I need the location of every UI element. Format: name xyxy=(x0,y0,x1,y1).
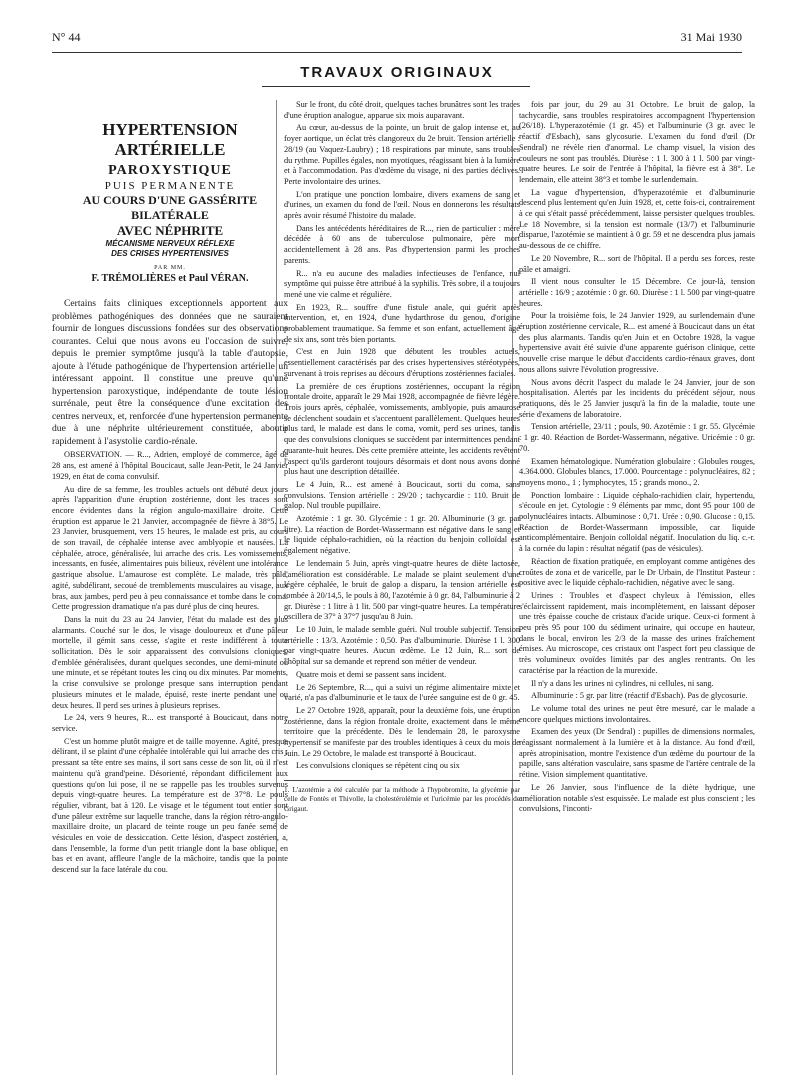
paragraph: Le 4 Juin, R... est amené à Boucicaut, sorti du coma, sans convulsions. Tension artérielle : 29/20 ; tachycardie : 110. Bruit de galop. Nul trouble pupillaire. xyxy=(284,479,520,511)
paragraph: Le 27 Octobre 1928, apparaît, pour la deuxième fois, une éruption zostérienne, dans la région frontale droite, exactement dans le même territoire que la précédente. Dès le lendemain 28, le paroxysme hypertensif se manifeste par des troubles identiques à ceux du mois de Juin. Le 29 Octobre, le malade est transporté à Boucicaut. xyxy=(284,705,520,758)
paragraph: Quatre mois et demi se passent sans incident. xyxy=(296,669,447,679)
article-title-line5: AVEC NÉPHRITE xyxy=(116,223,224,238)
paragraph: Nous avons décrit l'aspect du malade le 24 Janvier, jour de son hospitalisation. Alertés par les incidents du précédent séjour, nous pratiquons, dès le 25 Janvier jusqu'à la fin de la maladie, toute une série d'examens de laboratoire. xyxy=(519,377,755,419)
article-title-line2: PAROXYSTIQUE xyxy=(108,163,232,178)
paragraph: La première de ces éruptions zostériennes, occupant la région frontale droite, apparaît le 29 Mai 1928, accompagnée de fièvre légère. Trois jours après, céphalée, vomissements, amblyopie, puis amaurose se déclenchent soudain et s'accentuent parallèlement. Quelques heures plus tard, le malade est dans le coma, vomit, perd ses urines, tandis que des convulsions cloniques se succèdent par intermittences pendant quarante-huit heures. Dès cette première atteinte, les accidents revêtent l'aspect qu'ils garderont toujours désormais et dont nous avons donné plus haut une description détaillée. xyxy=(284,381,520,477)
paragraph: Le lendemain 5 Juin, après vingt-quatre heures de diète lactosée, l'amélioration est considérable. Le malade se plaint seulement d'une légère céphalée, le bruit de galop a disparu, la tension artérielle est tombée à 20/14,5, le pouls à 80, l'azotémie à 0 gr. 84, l'albuminurie à 2 gr. Diurèse : 1 litre à 1 lit. 500 par vingt-quatre heures. La température oscillera de 37° à 37°7 jusqu'au 8 Juin. xyxy=(284,558,520,622)
footnote: 1. L'azotémie a été calculée par la méthode à l'hypobromite, la glycémie par celle de Fontès et Thivolle, la cholestérolémie et l'uricémie par les procédés de Grigaut. xyxy=(284,780,520,813)
paragraph: Examen hématologique. Numération globulaire : Globules rouges, 4.364.000. Globules blancs, 17.000. Pourcentage : polynucléaires, 82 ; moyens mono., 1 ; lymphocytes, 15 ; grands mono., 2. xyxy=(519,456,755,487)
paragraph: L'on pratique une ponction lombaire, divers examens de sang et d'urines, un examen du fond de l'œil. Nous en donnerons les résultats après avoir résumé l'histoire du malade. xyxy=(284,189,520,221)
paragraph: Dans la nuit du 23 au 24 Janvier, l'état du malade est des plus alarmants. Couché sur le dos, le visage douloureux et d'une pâleur mortelle, il gémit sans cesse, s'agite et reste indifférent à toute sollicitation. Dès le soir apparaissent des convulsions cloniques, d'emblée généralisées, durant quelques secondes, une demi-minute ou une minute, et se répétant toutes les cinq ou dix minutes. Par moments, la crise convulsive se prolonge presque sans interruption pendant plusieurs minutes et le malade, épuisé, reste inerte pendant une ou deux heures. Il perd ses urines à plusieurs reprises. xyxy=(52,614,288,710)
section-rule xyxy=(262,86,530,87)
paragraph: R... n'a eu aucune des maladies infectieuses de l'enfance, nul symptôme qui puisse être attribué à la syphilis. Très sobre, il a toujours mené une vie calme et régulière. xyxy=(284,268,520,299)
authors: F. TRÉMOLIÈRES et Paul VÉRAN. xyxy=(91,272,249,284)
paragraph: Il vient nous consulter le 15 Décembre. Ce jour-là, tension artérielle : 16/9 ; azotémie : 0 gr. 60. Diurèse : 1 l. 500 par vingt-quatre heures. xyxy=(519,277,755,308)
paragraph: Examen des yeux (Dr Sendral) : pupilles de dimensions normales, réagissant normalement à la lumière et à la distance. Au fond d'œil, après atropinisation, montre l'existence d'un œdème du pourtour de la papille, sans altération vasculaire, sans spasme de l'artère centrale de la rétine. Vision simplement quantitative. xyxy=(519,727,756,780)
header-rule xyxy=(52,52,742,53)
paragraph: C'est un homme plutôt maigre et de taille moyenne. Agité, presque délirant, il se plaint d'une céphalée intolérable qui lui arrache des cris ; pressant sa tête entre ses mains, il sort sans cesse de son lit, où il n'est maintenu qu'à grand'peine. Désorienté, répondant difficilement aux questions qu'on lui pose, il ne se rappelle pas les troubles survenus depuis vingt-quatre heures. La température est de 37°8. Le pouls régulier, vibrant, bat à 120. Le visage et le tégument tout entier sont d'une pâleur extrême sur laquelle tranche, dans la région rétro-angulo-maxillaire droite, un placard de teinte rouge un peu fanée semé de vésicules en voie de dessiccation. Cette lésion, d'aspect zostérien, a, dans l'ensemble, la forme d'un petit triangle dont la base oblique, en bas et en avant, affleure l'angle de la mâchoire, tandis que la pointe descend sur la face latérale du cou. xyxy=(52,736,288,875)
byline-par: PAR MM. xyxy=(154,265,186,271)
article-title: HYPERTENSION ARTÉRIELLE xyxy=(102,120,238,159)
article-title-line3: PUIS PERMANENTE xyxy=(104,180,236,192)
paragraph: Le 20 Novembre, R... sort de l'hôpital. Il a perdu ses forces, reste pâle et amaigri. xyxy=(519,253,755,274)
column-3-body xyxy=(519,100,755,815)
issue-date: 31 Mai 1930 xyxy=(680,30,742,44)
paragraph: En 1923, R... souffre d'une fistule anale, qui guérit après intervention, et, en 1924, d'une hydarthrose du genou, d'origine probablement traumatique. Sa femme et son enfant, actuellement âgé de six ans, sont très bien portants. xyxy=(284,302,520,344)
paragraph: Urines : Troubles et d'aspect chyleux à l'émission, elles s'éclaircissent rapidement, mais incomplètement, en laissant déposer une très épaisse couche de cristaux d'acide urique. Ceux-ci forment à peu près 95 pour 100 du sédiment urinaire, qui occupe en hauteur, dans le bocal, environ les 2/3 de la masse des urines fraîchement émises. Au microscope, ces cristaux ont l'aspect fort peu classique de très volumineux ovoïdes limités par des angles rentrants. On les caractérise par la réaction de la murexide. xyxy=(519,590,755,675)
paragraph: Réaction de fixation pratiquée, en employant comme antigènes des croûtes de zona et de varicelle, par le Dr Urbain, de l'Institut Pasteur : positive avec le liquide céphalo-rachidien, négative avec le sang. xyxy=(519,556,755,588)
column-2 xyxy=(284,100,520,813)
paragraph: Azotémie : 1 gr. 30. Glycémie : 1 gr. 20. Albuminurie (3 gr. par litre). La réaction de Bordet-Wassermann est négative dans le sang et le liquide céphalo-rachidien, où la réaction du benjoin colloïdal est également négative. xyxy=(284,514,520,556)
paragraph: Les convulsions cloniques se répètent cinq ou six xyxy=(296,761,460,771)
paragraph: La vague d'hypertension, d'hyperazotémie et d'albuminurie descend plus lentement qu'en Juin 1928, et, cette fois-ci, contrairement à ce qui s'était passé précédemment, laisse persister quelques troubles. Le 18 Novembre, si la tension est normale (13/7) et l'albuminurie disparue, l'azotémie se maintient à 0 gr. 59 et ne descendra plus jamais au-dessous de ce chiffre. xyxy=(519,187,755,251)
column-1 xyxy=(52,100,288,878)
article-subtitle-line2: DES CRISES HYPERTENSIVES xyxy=(111,249,229,258)
article-subtitle: MÉCANISME NERVEUX RÉFLEXE xyxy=(105,239,235,248)
paragraph: Ponction lombaire : Liquide céphalo-rachidien clair, hypertendu, s'écoule en jet. Cytologie : 9 éléments par mmc, dont 95 pour 100 de polynucléaires intacts. Albuminose : 0,71. Urée : 0,90. Glucose : 0,15. Réaction de Bordet-Wassermann impossible, car liquide anticomplémentaire. Benjoin colloïdal négatif. Inoculation du liq. c.-r. à la cornée du lapin : résultat négatif (pas de vésicules). xyxy=(519,490,755,554)
paragraph: Pour la troisième fois, le 24 Janvier 1929, au surlendemain d'une éruption zostérienne cervicale, R... est amené à Boucicaut dans un état des plus alarmants. Tandis qu'en Juin et en Octobre 1928, la vague hypertensive avait été suivie d'une apparente guérison clinique, cette nouvelle crise marque le début d'accidents cardio-rénaux graves, dont nous allons suivre l'évolution progressive. xyxy=(519,311,755,374)
paragraph: fois par jour, du 29 au 31 Octobre. Le bruit de galop, la tachycardie, sans troubles respiratoires accompagnent l'hypertension (26/18). L'hyperazotémie (1 gr. 45) et l'albuminurie (3 gr. avec le réactif d'Esbach), sans glycosurie. L'examen du fond d'œil (Dr Sendral) ne révèle rien d'anormal. Le champ visuel, la vision des couleurs ne sont pas troublés. Diurèse : 1 l. 300 à 1 l. 500 par vingt-quatre heures. Le soir de l'entrée à l'hôpital, la fièvre est à 38°. Le lendemain, elle atteint 38°3 et tombe le surlendemain. xyxy=(519,100,755,184)
paragraph: Le 26 Septembre, R..., qui a suivi un régime alimentaire mixte et varié, n'a pas d'albuminurie et le taux de l'urée sanguine est de 0 gr. 45. xyxy=(284,682,520,703)
paragraph: Le 10 Juin, le malade semble guéri. Nul trouble subjectif. Tension artérielle : 13/3. Azotémie : 0,50. Pas d'albuminurie. Diurèse 1 l. 300 par vingt-quatre heures. Aucun œdème. Le 12 Juin, R... sort de l'hôpital sur sa demande et reprend son métier de vendeur. xyxy=(284,625,520,667)
paragraph: Il n'y a dans les urines ni cylindres, ni cellules, ni sang. xyxy=(531,678,714,688)
paragraph: C'est en Juin 1928 que débutent les troubles actuels, essentiellement caractérisés par des crises hypertensives stéréotypées, survenant à trois reprises au décours d'éruptions zostériennes faciales. xyxy=(284,347,520,378)
paragraph: Certains faits cliniques exceptionnels apportent aux problèmes pathogéniques des données que ne sauraient fournir de longues discussions fondées sur des observations courantes. Celui que nous avons eu l'occasion de suivre, depuis le premier symptôme jusqu'à la table d'autopsie, ajoute à l'étude pathogénique de l'hypertension artérielle un intéressant appoint. Il constitue une preuve qu'une hypertension paroxystique, indépendante de toute lésion surrénale, peut être la conséquence d'une excitation des centres nerveux, et, renforcée d'une hypertension permanente due à une néphrite ultérieurement constituée, aboutir rapidement à l'asystolie cardio-rénale. xyxy=(52,298,288,447)
paragraph: Le volume total des urines ne peut être mesuré, car le malade a encore quelques mictions involontaires. xyxy=(519,703,755,724)
paragraph: Tension artérielle, 23/11 ; pouls, 90. Azotémie : 1 gr. 55. Glycémie : 1 gr. 40. Réaction de Bordet-Wassermann, négative. Uricémie : 0 gr. 70. xyxy=(519,422,755,453)
paragraph: Le 24, vers 9 heures, R... est transporté à Boucicaut, dans notre service. xyxy=(52,713,288,733)
paragraph: Au dire de sa femme, les troubles actuels ont débuté deux jours après l'apparition d'une éruption zostérienne, dont les traces sont encore évidentes dans la région angulo-maxillaire droite. Cette éruption est apparue le 21 Janvier, accompagnée de fièvre à 38°5. Le 23 Janvier, brusquement, vers 15 heures, le malade est pris, au cours de son travail, de céphalée intense avec amblyopie et nausées. La céphalée, atroce, généralisée, lui arrache des cris. Les vomissements, incessants, en fusée, alimentaires puis bilieux, révèlent une intolérance gastrique absolue. L'amaurose est complète. Le malade, très pâle, agité, subdélirant, secoué de tremblements musculaires au visage, aux bras, aux jambes, perd peu à peu connaissance et tombe dans le coma. Cette progression dramatique n'a pas duré plus de cinq heures. xyxy=(52,484,288,612)
paragraph: Dans les antécédents héréditaires de R..., rien de particulier : mère décédée à 60 ans de tuberculose pulmonaire, père mort accidentellement à 28 ans. Pas d'hypertension parmi les proches parents. xyxy=(284,223,520,265)
issue-number: N° 44 xyxy=(52,30,81,44)
column-2-body xyxy=(284,100,520,772)
article-title-line4: AU COURS D'UNE GASSÉRITE BILATÉRALE xyxy=(82,193,258,222)
paragraph: Le 26 Janvier, sous l'influence de la diète hydrique, une amélioration notable s'est esquissée. Le malade est plus conscient ; les convulsions, l'inconti- xyxy=(519,782,755,814)
paragraph: Sur le front, du côté droit, quelques taches brunâtres sont les traces d'une éruption analogue, apparue six mois auparavant. xyxy=(284,100,520,120)
page-header xyxy=(52,30,742,46)
column-3 xyxy=(519,100,755,817)
paragraph: Au cœur, au-dessus de la pointe, un bruit de galop intense et, au foyer aortique, un éclat très clangoreux du 2e bruit. Tension artérielle : 28/19 (au Vaquez-Laubry) ; 18 respirations par minute, sans troubles du rythme. Pupilles égales, non myotiques, réagissant bien à la lumière et à l'accommodation. Pas d'œdème du visage, ni des parties déclives. Perte involontaire des urines. xyxy=(284,123,520,186)
section-title: TRAVAUX ORIGINAUX xyxy=(300,64,494,81)
column-1-body xyxy=(52,298,288,875)
paragraph: OBSERVATION. — R..., Adrien, employé de commerce, âgé de 28 ans, est amené à l'hôpital Boucicaut, salle Jean-Petit, le 24 Janvier 1929, en état de coma convulsif. xyxy=(52,450,288,481)
paragraph: Albuminurie : 5 gr. par litre (réactif d'Esbach). Pas de glycosurie. xyxy=(531,691,748,701)
